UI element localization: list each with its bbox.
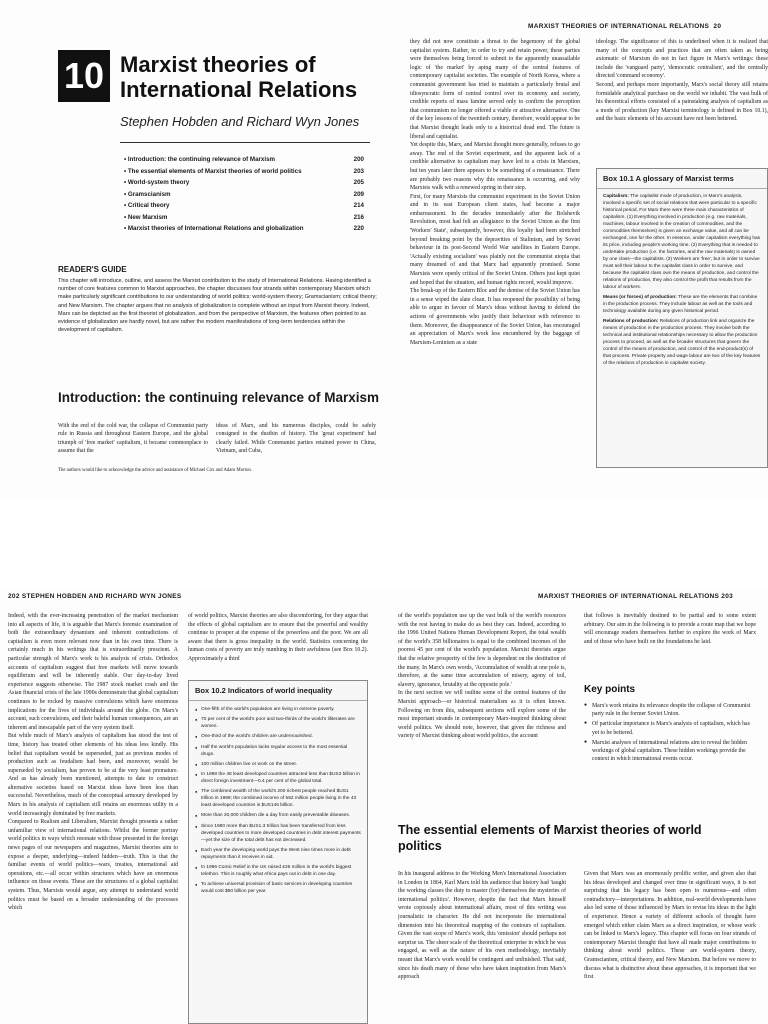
toc-page: 216 <box>353 213 364 221</box>
key-points-list <box>584 702 756 765</box>
toc-label: • Gramscianism <box>124 191 171 198</box>
glossary-definition: These are the elements that combine in the production process. They include labour as well as the tools and technology available during any given historical period. <box>603 295 758 314</box>
chapter-number: 10 <box>58 50 110 102</box>
inequality-item: ● In 1996 Comic Relief in the UK raised £26 million in the world's biggest telethon. This is roughly what Africa pays out in debt in one day. <box>195 864 361 878</box>
key-points-heading: Key points <box>584 684 636 695</box>
top-page <box>0 0 768 500</box>
page-number: 20 <box>713 23 722 30</box>
toc-page: 214 <box>353 202 364 209</box>
toc-label: • New Marxism <box>124 214 167 221</box>
glossary-definition: Relations of production link and organize the means of production in the production process. They involve both the technical and institutional relationships necessary to allow the production process to proceed, as well as the broader structures that govern the control of the means of production, and control of the end-product(s) of that process. Private property and wage labour are two of the key features of the relations of production in capitalist society. <box>603 319 761 366</box>
toc-label: • Introduction: the continuing relevance of Marxism <box>124 156 275 163</box>
bottom-col3b: In his inaugural address to the Working Men's International Association in London in 1864, Karl Marx told his audience that history had 'taught the working classes the duty to master (for) themselves the mysteries of international politics'. However, despite the fact that Marx himself wrote copiously about international affairs, most of this writing was journalistic in character. He did not incorporate the international dimension into his theoretical mapping of the contours of capitalism. Given the vast scope of Marx's work, this 'omission' should perhaps not surprise us. The sheer scale of the theoretical enterprise in which he was engaged, as well as the nature of his own methodology, inevitably meant that Marx's work would be contingent and unfinished. That said, since his death many of those who have taken inspiration from Marx's approach <box>398 871 566 981</box>
toc-page: 203 <box>353 167 364 175</box>
intro-col2: ideas of Marx, and his numerous disciples, could be safely consigned to the dustbin of history. The 'great experiment' had clearly failed. While Communist parties retained power in China, Vietnam, and Cuba, <box>216 423 376 455</box>
inequality-item: ● 100 million children live or work on the street. <box>195 761 361 768</box>
bottom-col4: that follows is inevitably destined to be partial and to some extent arbitrary. Our aim in the following is to provide a route map that we hope will encourage readers themselves further to explore the work of Marx and of those who have built on the foundations he laid. <box>584 613 756 645</box>
inequality-item: ● More than 30,000 children die a day from easily preventable diseases. <box>195 812 361 819</box>
inequality-item: ● Half the world's population lacks regular access to the most essential drugs. <box>195 744 361 758</box>
section-heading: The essential elements of Marxist theories of world politics <box>398 823 702 853</box>
toc-page: 200 <box>353 156 364 163</box>
glossary-term: Capitalism: <box>603 194 629 199</box>
footnote: The authors would like to acknowledge the advice and assistance of Michael Cox and Adam Morton. <box>58 468 252 473</box>
glossary-entry <box>603 318 761 367</box>
toc-page: 209 <box>353 190 364 198</box>
left-running-head: 202 STEPHEN HOBDEN AND RICHARD WYN JONES <box>8 593 182 600</box>
glossary-box-body <box>597 189 767 374</box>
bottom-col2: of world politics, Marxist theories are also discomforting, for they argue that the effects of global capitalism are to ensure that the powerful and wealthy continue to prosper at the expense of the powerless and the poor. We are all aware that there is gross inequality in the world. Statistics concerning the human costs of poverty are truly numbing in their awfulness (see Box 10.2). Approximately a third <box>188 613 368 662</box>
glossary-entry <box>603 294 761 315</box>
chapter-authors: Stephen Hobden and Richard Wyn Jones <box>120 114 360 129</box>
key-point: ● Marx's work retains its relevance despite the collapse of Communist party rule in the former Soviet Union. <box>584 702 756 718</box>
toc-label: • The essential elements of Marxist theories of world politics <box>124 168 302 175</box>
bottom-page <box>0 588 768 1024</box>
running-head-text: MARXIST THEORIES OF INTERNATIONAL RELATIONS <box>528 23 710 30</box>
toc-entry <box>124 156 364 163</box>
toc-page: 220 <box>353 225 364 232</box>
top-col3: they did not now constitute a threat to the hegemony of the global capitalist system. Rather, in order to try and retain power, these parties were themselves being forced to submit to the apparently unassailable logic of 'the market' by aping many of the central features of contemporary capitalist societies. The example of North Korea, where a communist government has tried to maintain a particularly brutal and idiosyncratic form of central control over its economy and society, credible reports of mass famine served only to confirm the perception that communism no longer offered a viable or attractive alternative. One of the key lessons of the twentieth century, therefore, would appear to be that Marxist thought leads only to a historical dead end. The future is liberal and capitalist. Yet despite this, Marx, and Marxist thought more generally, refuses to go away. The end of the Soviet experiment, and the apparent lack of a credible alternative to capitalism may have led to a crisis in Marxism, but ten years later there appears to be something of a renaissance. There are probably two reasons why this renaissance is occurring, and why Marxists walk with a renewed spring in their step. First, for many Marxists the communist experiment in the Soviet Union and in its east European client states, had become a major embarrassment. In the decades immediately after the Bolshevik Revolution, most had felt an allegiance to the Soviet Union as the first 'Workers' State', subsequently, however, this loyalty had been stretched beyond breaking point by the depravities of Stalinism, and by Soviet behaviour in its post-Second World War satellites in Eastern Europe. 'Actually existing socialism' was plainly not the communist utopia that many dreamed of and that Marx had apparently promised. Some Marxists were openly critical of the Soviet Union. Others just kept quiet and hoped that the situation, and human rights record, would improve. The break-up of the Eastern Bloc and the demise of the Soviet Union has in a sense wiped the slate clean. It has reopened the possibility of being able to argue in favour of Marx's ideas without having to defend the actions of governments who justify their behaviour with reference to them. Moreover, the disappearance of the Soviet Union, has encouraged an appreciation of Marx's work less encumbered by the baggage of Marxism-Leninism as a state <box>410 39 580 346</box>
inequality-box <box>188 680 368 1024</box>
bottom-col3: of the world's population use up the vast bulk of the world's resources with the rest having to make do as best they can. Indeed, according to the 1996 United Nations Human Development Report, the total wealth of the world's 358 billionaires is equal to the combined incomes of the poorest 45 per cent of the world's population. Marxist theorists argue that the relative prosperity of the few is dependent on the destitution of the many. In Marx's own words, 'Accumulation of wealth at one pole is, therefore, at the same time accumulation of misery, agony of toil, slavery, ignorance, brutality at the opposite pole.' In the next section we will outline some of the central features of the Marxist approach—or historical materialism as it is often known. Following on from this, subsequent sections will explore some of the most important strands in contemporary Marx-inspired thinking about world politics. We should note, however, that given the richness and variety of Marxist thinking about world politics, the account <box>398 613 566 740</box>
chapter-title: Marxist theories of International Relations <box>120 52 358 102</box>
inequality-item: ● To achieve universal provision of basic services in developing countries would cost $80 billion per year. <box>195 881 361 895</box>
intro-heading: Introduction: the continuing relevance of Marxism <box>58 390 380 405</box>
inequality-item: ● 70 per cent of the world's poor and two-thirds of the world's illiterates are women. <box>195 716 361 730</box>
glossary-definition: The capitalist mode of production, in Marx's analysis, involved a specific set of social relations that were particular to a specific historical period. For Marx there were three main characteristics of capitalism. (1) Everything involved in production (e.g. raw materials, machines, labour involved in the creation of commodities, and the commodities themselves) is given an exchange value, and all can be exchanged, one for the other. In essence, under capitalism everything has its price, including people's working time. (2) Everything that is needed to undertake production (i.e. the factories, and the raw materials) is owned by one class—the capitalists. (3) Workers are 'free', but in order to survive must sell their labour to the capitalist class in order to survive, and because the capitalist class own the means of production, and control the relations of production, they also control the profit that results from the labour of workers. <box>603 194 761 290</box>
key-point: ● Of particular importance is Marx's analysis of capitalism, which has yet to be bettered. <box>584 720 756 736</box>
key-point: ● Marxist analyses of international relations aim to reveal the hidden workings of global capitalism. These hidden workings provide the context in which international events occur. <box>584 739 756 764</box>
toc-label: • World-system theory <box>124 179 189 186</box>
toc-entry <box>124 214 364 221</box>
readers-guide-text: This chapter will introduce, outline, and assess the Marxist contribution to the study of International Relations. Having identified a number of core features common to Marxist approaches, the chapter discusses four strands within contemporary Marxism which make particularly significant contributions to our understanding of world politics: world-system theory; Gramscianism; critical theory; and New Marxism. The chapter argues that no analysis of globalization is complete without an input from Marxist theory. Indeed, Marx can be depicted as the first theorist of globalization, and from the perspective of Marxism, the features often pointed to as evidence of globalization are hardly novel, but are rather the modern manifestations of long-term tendencies within the development of capitalism. <box>58 278 377 334</box>
toc-page: 205 <box>353 179 364 186</box>
glossary-box-title: Box 10.1 A glossary of Marxist terms <box>597 169 767 189</box>
inequality-item: ● One-third of the world's children are undernourished. <box>195 733 361 740</box>
toc-label: • Critical theory <box>124 202 170 209</box>
readers-guide-heading: READER'S GUIDE <box>58 265 127 274</box>
inequality-item: ● One-fifth of the world's population are living in extreme poverty. <box>195 706 361 713</box>
toc-entry <box>124 168 364 175</box>
toc-entry <box>124 202 364 209</box>
top-col4: ideology. The significance of this is underlined when it is realized that many of the concepts and practices that are often taken as being axiomatic of Marxism do not in fact figure in Marx's writings: these include the 'vanguard party', 'democratic centralism', and the centrally directed 'command economy'. Second, and perhaps more importantly, Marx's social theory still retains formidable analytical purchase on the world we inhabit. The vast bulk of his theoretical efforts consisted of a painstaking analysis of capitalism as a mode of production (key Marxist terminology is defined in Box 10.1), and the basic elements of his account have not been bettered. <box>596 39 768 123</box>
chapter-contents <box>124 156 364 237</box>
inequality-list <box>189 701 367 903</box>
bottom-col1: Indeed, with the ever-increasing penetration of the market mechanism into all aspects of life, it is arguable that Marx's forensic examination of both the extraordinary dynamism and inherent contradictions of capitalism is even more relevant now than in his own time. There is certainly much in his writings that is extraordinarily prescient. A particular strength of Marx's work is his analysis of crisis. Orthodox accounts of capitalism suggest that free markets will move towards equilibrium and will be inherently stable. Our day-to-day lived experience suggests otherwise. The 1987 stock market crash and the Asian financial crisis of the late 1990s demonstrate that global capitalism continues to be rocked by massive convulsions which have enormous implications for the lives of individuals around the globe. On Marx's account, such convulsions, and their baleful human consequences, are an inherent and inescapable part of the very system itself. But while much of Marx's analysis of capitalism has stood the test of time, history has treated other elements of his ideas less kindly. His belief that capitalism would be superseded, just as previous modes of production such as feudalism had been, and moreover, would be superseded by socialism, has proven to be at the very least premature. And as has already been mentioned, attempts to date to construct alternative societies based on Marxist ideas have been less than successful. Nevertheless, much of the conceptual armoury developed by Marx in his analysis of capitalism still retains an enormous utility in a world increasingly dominated by free markets. Compared to Realism and Liberalism, Marxist thought presents a rather unfamiliar view of international relations. Whilst the former portray world politics in ways which resonate with those presented in the foreign news pages of our newspapers and magazines, Marxist theories aim to expose a deeper, underlying—indeed hidden—truth. This is that the familiar events of world politics—wars, treaties, international aid operations, etc.—all occur within structures which have an enormous influence on those events. These are the structures of a global capitalist system. Thus, Marxists would argue, any attempt to understand world politics must be based on a broader understanding of the processes which <box>8 613 178 912</box>
running-head <box>528 23 721 30</box>
toc-entry <box>124 191 364 198</box>
glossary-term: Means (or forces) of production: <box>603 295 677 300</box>
bottom-col4b: Given that Marx was an enormously prolific writer, and given also that his ideas developed and changed over time in significant ways, it is not surprising that his legacy has been open to numerous—and often contradictory—interpretations. In addition, real-world developments have also led some of those influenced by Marx to revise his ideas in the light of experience. Hence a variety of different schools of thought have emerged which either claim Marx as a direct inspiration, or whose work can be linked to Marx's legacy. This chapter will focus on four strands of contemporary Marxist thought that have all made major contributions to thinking about world politics. These are world-system theory, Gramscianism, critical theory, and New Marxism. But before we move to discuss what is distinctive about these approaches, it is important that we first <box>584 871 756 981</box>
title-rule <box>120 142 370 143</box>
inequality-item: ● Each year the developing world pays the West nine times more in debt repayments than it receives in aid. <box>195 847 361 861</box>
toc-label: • Marxist theories of International Relations and globalization <box>124 225 304 232</box>
toc-entry <box>124 225 364 232</box>
toc-entry <box>124 179 364 186</box>
glossary-entry <box>603 193 761 291</box>
page-gap <box>0 500 768 588</box>
inequality-item: ● The combined wealth of the world's 200 richest people reached $US1 trillion in 1999; the combined income of 582 million people living in the 43 least developed countries is $US146 billion. <box>195 788 361 809</box>
right-running-head: MARXIST THEORIES OF INTERNATIONAL RELATIONS 203 <box>538 593 734 600</box>
inequality-item: ● In 1998 the 48 least developed countries attracted less than $US3 billion in direct foreign investment—0.4 per cent of the global total. <box>195 771 361 785</box>
glossary-term: Relations of production: <box>603 319 659 324</box>
inequality-item: ● Since 1980 more than $US1.3 trillion has been transferred from less developed countries to more developed countries in debt interest payments—yet the size of the total debt has not decreased. <box>195 823 361 844</box>
intro-col1: With the end of the cold war, the collapse of Communist party rule in Russia and throughout Eastern Europe, and the global triumph of 'free market' capitalism, it became commonplace to assume that the <box>58 423 208 455</box>
glossary-box <box>596 168 768 468</box>
inequality-box-title: Box 10.2 Indicators of world inequality <box>189 681 367 701</box>
